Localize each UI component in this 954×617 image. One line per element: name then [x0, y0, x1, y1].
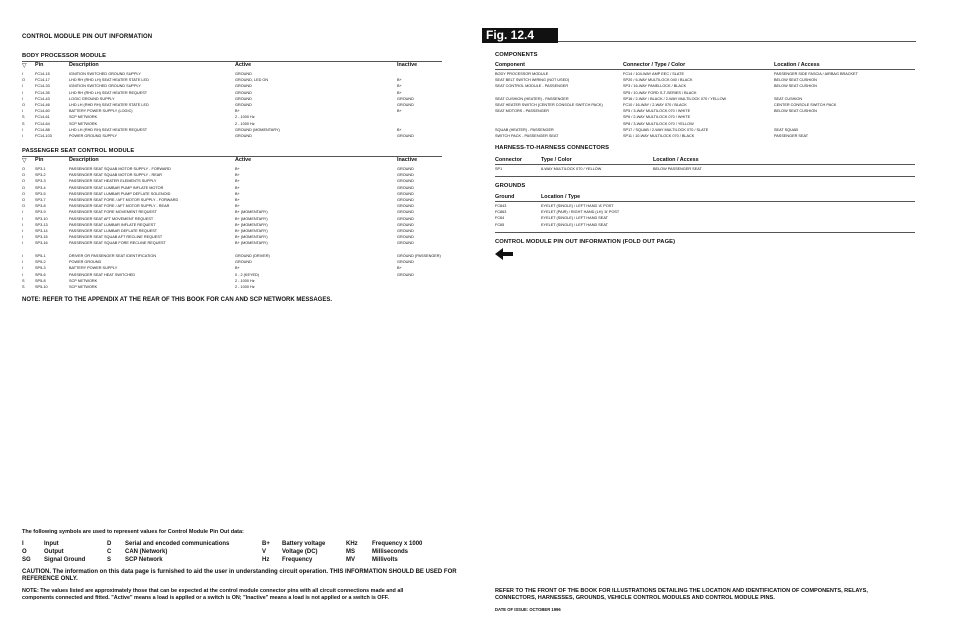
- legend-table: [22, 541, 462, 567]
- cell-inact: GROUND: [397, 260, 414, 265]
- cell-k: SP3 / 16-WAY PANELLOCK / BLACK: [623, 84, 687, 89]
- legend-text: Millivolts: [372, 557, 398, 563]
- cell-pin: SP3-16: [35, 241, 48, 246]
- cell-k: SP6 / 2-WAY MULTILOCK 070 / WHITE: [623, 115, 691, 120]
- cell-act: B+ (MOMENTARY): [235, 216, 268, 221]
- cell-inact: GROUND: [397, 229, 414, 233]
- cell-t: O: [22, 173, 25, 178]
- legend-item: [107, 549, 167, 555]
- cell-act: B+: [235, 179, 240, 184]
- cell-c: BODY PROCESSOR MODULE: [495, 72, 549, 76]
- cell-desc: PASSENGER SEAT SQUAB MOTOR SUPPLY - REAR: [69, 173, 163, 178]
- cell-c: SEAT CUSHION (HEATER) - PASSENGER: [495, 96, 569, 101]
- divider: [495, 176, 915, 177]
- table-row: [22, 284, 442, 290]
- page-title: CONTROL MODULE PIN OUT INFORMATION: [22, 34, 153, 40]
- cell-desc: BATTERY POWER SUPPLY (LOGIC): [69, 109, 133, 114]
- legend-item: [22, 541, 59, 547]
- cell-act: B+: [235, 191, 240, 196]
- cell-act: GROUND: [235, 96, 252, 101]
- cell-l: BELOW SEAT CUSHION: [774, 109, 817, 114]
- cell-c: SEAT CONTROL MODULE - PASSENGER: [495, 84, 569, 89]
- cell-pin: SP3-10: [35, 216, 48, 221]
- cell-pin: FC14-33: [35, 84, 50, 89]
- cell-pin: SP3-3: [35, 179, 46, 184]
- cell-desc: PASSENGER SEAT SQUAB AFT RECLINE REQUEST: [69, 235, 163, 240]
- cell-g: FC863: [495, 210, 507, 215]
- cell-pin: FC14-60: [35, 109, 50, 114]
- date-of-issue: DATE OF ISSUE: OCTOBER 1996: [495, 607, 561, 612]
- body-processor-header-row: [22, 62, 442, 70]
- cell-l: BELOW SEAT CUSHION: [774, 84, 817, 89]
- cell-act: B+ (MOMENTARY): [235, 235, 268, 240]
- cell-act: GROUND (MOMENTARY): [235, 127, 280, 132]
- col-location: Location / Access: [774, 62, 820, 68]
- cell-t: 8-WAY MULTILOCK 070 / YELLOW: [541, 167, 602, 171]
- cell-k: FC14 / 104-WAY AMP EEC / SLATE: [623, 72, 684, 76]
- cell-pin: FC14-88: [35, 127, 50, 132]
- col-location: Location / Access: [653, 157, 699, 163]
- cell-pin: SP3-4: [35, 185, 46, 190]
- legend-symbol: C: [107, 549, 112, 555]
- cell-inact: GROUND: [397, 272, 414, 277]
- col-connector: Connector: [495, 157, 522, 163]
- table-row: [22, 240, 442, 246]
- cell-pin: SP5-3: [35, 266, 46, 271]
- cell-desc: SCP NETWORK: [69, 278, 98, 283]
- table-row: [22, 133, 442, 139]
- cell-inact: GROUND: [397, 134, 414, 138]
- table-row: [495, 222, 915, 228]
- legend-item: [262, 549, 318, 555]
- cell-act: GROUND: [235, 84, 252, 89]
- cell-act: GROUND: [235, 72, 252, 76]
- cell-pin: FC14-103: [35, 134, 52, 138]
- cell-act: GROUND, LED ON: [235, 78, 269, 83]
- cell-t: I: [22, 127, 24, 132]
- cell-t: I: [22, 84, 24, 89]
- cell-pin: FC14-46: [35, 103, 50, 107]
- legend-item: [107, 557, 163, 563]
- cell-desc: LHD LH (RHD RH) SEAT HEATER REQUEST: [69, 127, 148, 132]
- cell-inact: GROUND: [397, 191, 414, 196]
- legend-symbol: V: [262, 549, 267, 555]
- cell-t: O: [22, 179, 25, 184]
- col-inactive: Inactive: [397, 62, 418, 68]
- cell-l: EYELET (PAIR) / RIGHT HAND (LH) 'A' POST: [541, 210, 620, 215]
- cell-act: B+: [235, 204, 240, 209]
- refer-line-1: REFER TO THE FRONT OF THE BOOK FOR ILLUSTRATIONS DETAILING THE LOCATION AND IDENTIFICATION OF COMPONENTS, RELAYS,: [495, 588, 868, 594]
- caution-line-1: CAUTION. The information on this data page is furnished to aid the user in understanding circuit operation. THIS INFORMATION SHOULD BE USED FOR: [22, 569, 457, 575]
- cell-pin: FC14-43: [35, 96, 50, 101]
- col-location: Location / Type: [541, 194, 581, 200]
- legend-item: [107, 541, 229, 547]
- cell-c: SQUAB (HEATER) - PASSENGER: [495, 127, 554, 132]
- cell-t: I: [22, 109, 24, 114]
- foldout-heading: CONTROL MODULE PIN OUT INFORMATION (FOLD OUT PAGE): [495, 239, 676, 245]
- cell-inact: GROUND: [397, 179, 414, 184]
- cell-inact: B+: [397, 109, 402, 114]
- cell-desc: PASSENGER SEAT LUMBAR DEFLATE REQUEST: [69, 229, 158, 233]
- cell-desc: PASSENGER SEAT AFT MOVEMENT REQUEST: [69, 216, 154, 221]
- cell-inact: B+: [397, 127, 402, 132]
- legend-item: [262, 541, 325, 547]
- cell-pin: SP5-10: [35, 285, 48, 289]
- cell-act: B+ (MOMENTARY): [235, 229, 268, 233]
- cell-act: 2 - 1000 Hz: [235, 285, 255, 289]
- cell-c: SEAT HEATER SWITCH (CENTER CONSOLE SWITCH PACK): [495, 103, 603, 107]
- cell-act: 2 - 1000 Hz: [235, 115, 255, 120]
- cell-inact: GROUND: [397, 198, 414, 202]
- legend-text: Signal Ground: [44, 557, 86, 563]
- cell-t: I: [22, 229, 24, 233]
- caution-note: [22, 569, 462, 584]
- legend-text: Milliseconds: [372, 549, 409, 555]
- cell-t: S: [22, 278, 25, 283]
- cell-act: B+ (MOMENTARY): [235, 222, 268, 227]
- cell-desc: SCP NETWORK: [69, 115, 98, 120]
- cell-desc: PASSENGER SEAT SQUAB FORE RECLINE REQUEST: [69, 241, 166, 246]
- cell-desc: PASSENGER SEAT LUMBAR PUMP DEFLATE SOLENOID: [69, 191, 171, 196]
- cell-l: PASSENGER SIDE FASCIA / AIRBAG BRACKET: [774, 72, 858, 76]
- refer-note: [495, 588, 925, 603]
- harness-heading: HARNESS-TO-HARNESS CONNECTORS: [495, 145, 610, 151]
- cell-desc: PASSENGER SEAT HEATER ELEMENTS SUPPLY: [69, 179, 157, 184]
- cell-l: SEAT SQUAB: [774, 127, 798, 132]
- cell-t: I: [22, 266, 24, 271]
- divider: [495, 201, 915, 202]
- cell-l: EYELET (SINGLE) / LEFT HAND SEAT: [541, 216, 608, 221]
- passenger-seat-table-2: [22, 253, 442, 293]
- cell-inact: GROUND: [397, 216, 414, 221]
- col-connector: Connector / Type / Color: [623, 62, 686, 68]
- cell-desc: BATTERY POWER SUPPLY: [69, 266, 118, 271]
- cell-l: BELOW PASSENGER SEAT: [653, 167, 702, 171]
- cell-act: GROUND (DRIVER): [235, 254, 270, 258]
- cell-desc: PASSENGER SEAT FORE / AFT MOTOR SUPPLY - FORWARD: [69, 198, 179, 202]
- cell-desc: PASSENGER SEAT HEAT SWITCHED: [69, 272, 136, 277]
- cell-pin: SP3-14: [35, 229, 48, 233]
- col-active: Active: [235, 62, 252, 68]
- cell-t: I: [22, 72, 24, 76]
- cell-act: B+: [235, 109, 240, 114]
- col-description: Description: [69, 62, 99, 68]
- cell-inact: GROUND: [397, 204, 414, 209]
- cell-pin: SP3-5: [35, 191, 46, 196]
- harness-table: [495, 166, 915, 174]
- cell-k: SP20 / 6-WAY MULTILOCK 040 / BLACK: [623, 78, 693, 83]
- cell-t: O: [22, 185, 25, 190]
- cell-t: S: [22, 121, 25, 126]
- cell-act: GROUND: [235, 134, 252, 138]
- cell-g: FC64: [495, 216, 505, 221]
- values-note-line-2: components connected and fitted. "Active" means a load is applied or a switch is ON; "Inactive" means a load is not applied or a switch is OFF.: [22, 595, 389, 602]
- cell-k: SP16 / 2-WAY / BLACK / 2-WAY MULTILOCK 070 / YELLOW: [623, 96, 727, 101]
- legend-text: Output: [44, 549, 64, 555]
- cell-l: CENTER CONSOLE SWITCH PACK: [774, 103, 837, 107]
- cell-inact: GROUND: [397, 185, 414, 190]
- network-note: NOTE: REFER TO THE APPENDIX AT THE REAR OF THIS BOOK FOR CAN AND SCP NETWORK MESSAGES.: [22, 297, 333, 303]
- cell-t: I: [22, 254, 24, 258]
- connector-icon: ▽: [22, 63, 27, 69]
- cell-t: I: [22, 235, 24, 240]
- cell-t: I: [22, 222, 24, 227]
- cell-l: PASSENGER SEAT: [774, 134, 809, 138]
- cell-t: I: [22, 260, 24, 265]
- cell-t: I: [22, 134, 24, 138]
- passenger-seat-header-row: [22, 157, 442, 165]
- body-processor-table: [22, 71, 442, 141]
- cell-inact: B+: [397, 78, 402, 83]
- cell-c: SP1: [495, 167, 503, 171]
- legend-item: [346, 541, 422, 547]
- cell-act: GROUND: [235, 260, 252, 265]
- cell-k: SP5 / 3-WAY MULTILOCK 070 / WHITE: [623, 109, 691, 114]
- legend-text: SCP Network: [125, 557, 163, 563]
- cell-pin: SP3-9: [35, 210, 46, 215]
- cell-inact: GROUND (PASSENGER): [397, 254, 441, 258]
- cell-act: 2 - 1000 Hz: [235, 278, 255, 283]
- cell-desc: LHD LH (RHD RH) SEAT HEATER STATE LED: [69, 103, 149, 107]
- cell-l: SEAT CUSHION: [774, 96, 803, 101]
- legend-text: Input: [44, 541, 59, 547]
- legend-text: CAN (Network): [125, 549, 168, 555]
- cell-l: EYELET (SINGLE) / LEFT HAND SEAT: [541, 222, 608, 227]
- cell-desc: PASSENGER SEAT LUMBAR INFLATE REQUEST: [69, 222, 156, 227]
- cell-pin: FC14-17: [35, 78, 50, 83]
- passenger-seat-table: [22, 166, 442, 250]
- cell-t: I: [22, 216, 24, 221]
- refer-line-2: CONNECTORS, HARNESSES, GROUNDS, VEHICLE CONTROL MODULES AND CONTROL MODULE PINS.: [495, 595, 775, 602]
- cell-pin: SP5-8: [35, 278, 46, 283]
- cell-c: SEAT BELT SWITCH WIRING (NOT USED): [495, 78, 570, 83]
- legend-symbol: O: [22, 549, 27, 555]
- col-pin: Pin: [35, 157, 44, 163]
- legend-text: Voltage (DC): [282, 549, 318, 555]
- cell-k: SP5 / 10-WAY FORD S-T-SERIES / BLACK: [623, 90, 697, 95]
- legend-symbol: D: [107, 541, 112, 547]
- values-note: [22, 588, 462, 603]
- connector-icon: ▽: [22, 158, 27, 164]
- cell-pin: SP3-13: [35, 222, 48, 227]
- legend-intro: The following symbols are used to represent values for Control Module Pin Out data:: [22, 529, 244, 535]
- cell-pin: SP3-8: [35, 204, 46, 209]
- cell-desc: PASSENGER SEAT FORE / AFT MOTOR SUPPLY - REAR: [69, 204, 170, 209]
- legend-symbol: Hz: [262, 557, 270, 563]
- cell-l: EYELET (SINGLE) / LEFT HAND 'A' POST: [541, 204, 614, 208]
- cell-inact: GROUND: [397, 222, 414, 227]
- legend-symbol: MV: [346, 557, 355, 563]
- legend-text: Serial and encoded communications: [125, 541, 230, 547]
- cell-t: S: [22, 115, 25, 120]
- cell-t: I: [22, 241, 24, 246]
- table-row: [495, 166, 915, 172]
- grounds-table: [495, 203, 915, 229]
- cell-t: O: [22, 167, 25, 171]
- cell-desc: PASSENGER SEAT LUMBAR PUMP INFLATE MOTOR: [69, 185, 164, 190]
- legend-symbol: SG: [22, 557, 31, 563]
- cell-pin: SP5-6: [35, 272, 46, 277]
- cell-desc: PASSENGER SEAT FORE MOVEMENT REQUEST: [69, 210, 157, 215]
- cell-inact: B+: [397, 84, 402, 89]
- cell-desc: SCP NETWORK: [69, 285, 98, 289]
- cell-desc: POWER GROUND SUPPLY: [69, 134, 118, 138]
- cell-inact: GROUND: [397, 241, 414, 246]
- cell-desc: SCP NETWORK: [69, 121, 98, 126]
- cell-act: B+: [235, 173, 240, 178]
- legend-item: [346, 557, 398, 563]
- cell-inact: GROUND: [397, 96, 414, 101]
- cell-inact: GROUND: [397, 173, 414, 178]
- cell-pin: FC14-15: [35, 72, 50, 76]
- legend-symbol: B+: [262, 541, 270, 547]
- cell-t: O: [22, 204, 25, 209]
- cell-t: O: [22, 78, 25, 83]
- cell-pin: SP5-2: [35, 260, 46, 265]
- col-inactive: Inactive: [397, 157, 418, 163]
- cell-desc: PASSENGER SEAT SQUAB MOTOR SUPPLY - FORWARD: [69, 167, 171, 171]
- col-ground: Ground: [495, 194, 515, 200]
- cell-k: FC10 / 16-WAY / 2-WAY 070 / BLACK: [623, 103, 687, 107]
- cell-inact: GROUND: [397, 103, 414, 107]
- cell-desc: IGNITION SWITCHED GROUND SUPPLY: [69, 84, 141, 89]
- components-heading: COMPONENTS: [495, 52, 538, 58]
- divider: [495, 232, 915, 233]
- cell-t: I: [22, 210, 24, 215]
- cell-inact: GROUND: [397, 210, 414, 215]
- cell-t: O: [22, 103, 25, 107]
- figure-label: Fig. 12.4: [482, 28, 558, 43]
- cell-desc: LHD RH (RHD LH) SEAT HEATER STATE LED: [69, 78, 149, 83]
- cell-act: B+: [235, 266, 240, 271]
- cell-t: O: [22, 191, 25, 196]
- cell-pin: SP3-2: [35, 173, 46, 178]
- cell-inact: B+: [397, 90, 402, 95]
- cell-inact: GROUND: [397, 167, 414, 171]
- cell-act: 0 - 2 (KEYED): [235, 272, 260, 277]
- cell-act: B+ (MOMENTARY): [235, 210, 268, 215]
- values-note-line-1: NOTE: The values listed are approximately those that can be expected at the control module connector pins with all circuit connections made and all: [22, 588, 404, 594]
- legend-text: Frequency x 1000: [372, 541, 423, 547]
- legend-text: Battery voltage: [282, 541, 326, 547]
- body-processor-heading: BODY PROCESSOR MODULE: [22, 53, 107, 59]
- cell-inact: GROUND: [397, 235, 414, 240]
- cell-c: SEAT MOTORS - PASSENGER: [495, 109, 549, 114]
- cell-desc: LOGIC GROUND SUPPLY: [69, 96, 115, 101]
- table-row: [495, 133, 915, 139]
- legend-item: [22, 557, 85, 563]
- legend-item: [262, 557, 312, 563]
- cell-act: B+: [235, 167, 240, 171]
- cell-g: FC65: [495, 222, 505, 227]
- components-table: [495, 71, 915, 141]
- cell-pin: SP5-1: [35, 254, 46, 258]
- cell-act: 2 - 1000 Hz: [235, 121, 255, 126]
- cell-c: SWITCH PACK - PASSENGER SEAT: [495, 134, 559, 138]
- legend-text: Frequency: [282, 557, 313, 563]
- legend-symbol: S: [107, 557, 112, 563]
- cell-t: I: [22, 96, 24, 101]
- cell-t: I: [22, 272, 24, 277]
- col-pin: Pin: [35, 62, 44, 68]
- legend-symbol: MS: [346, 549, 355, 555]
- cell-pin: FC14-35: [35, 90, 50, 95]
- legend-symbol: KHz: [346, 541, 358, 547]
- cell-k: SP8 / 3-WAY MULTILOCK 070 / YELLOW: [623, 121, 694, 126]
- cell-pin: SP3-1: [35, 167, 46, 171]
- cell-l: BELOW SEAT CUSHION: [774, 78, 817, 83]
- divider: [495, 69, 915, 70]
- cell-t: S: [22, 285, 25, 289]
- cell-pin: FC14-64: [35, 121, 50, 126]
- col-active: Active: [235, 157, 252, 163]
- caution-line-2: REFERENCE ONLY.: [22, 576, 78, 583]
- cell-act: GROUND: [235, 103, 252, 107]
- legend-item: [22, 549, 64, 555]
- cell-inact: B+: [397, 266, 402, 271]
- cell-act: B+ (MOMENTARY): [235, 241, 268, 246]
- cell-act: GROUND: [235, 90, 252, 95]
- figure-rule: [558, 41, 916, 42]
- cell-desc: LHD RH (RHD LH) SEAT HEATER REQUEST: [69, 90, 148, 95]
- arrow-left-icon: [495, 248, 513, 260]
- cell-act: B+: [235, 185, 240, 190]
- cell-pin: SP3-7: [35, 198, 46, 202]
- grounds-heading: GROUNDS: [495, 183, 526, 189]
- col-component: Component: [495, 62, 525, 68]
- cell-pin: SP3-15: [35, 235, 48, 240]
- col-type: Type / Color: [541, 157, 572, 163]
- divider: [495, 164, 915, 165]
- cell-g: FC843: [495, 204, 507, 208]
- cell-pin: FC14-61: [35, 115, 50, 120]
- cell-t: O: [22, 198, 25, 202]
- cell-desc: POWER GROUND: [69, 260, 102, 265]
- cell-t: I: [22, 90, 24, 95]
- legend-symbol: I: [22, 541, 24, 547]
- col-description: Description: [69, 157, 99, 163]
- cell-k: SP11 / 10-WAY MULTILOCK 070 / BLACK: [623, 134, 695, 138]
- passenger-seat-heading: PASSENGER SEAT CONTROL MODULE: [22, 148, 135, 154]
- cell-k: SP17 / SQUAB / 2-WAY MULTILOCK 070 / SLATE: [623, 127, 709, 132]
- cell-act: B+: [235, 198, 240, 202]
- cell-desc: IGNITION SWITCHED GROUND SUPPLY: [69, 72, 141, 76]
- legend-item: [346, 549, 408, 555]
- cell-desc: DRIVER OR PASSENGER SEAT IDENTIFICATION: [69, 254, 157, 258]
